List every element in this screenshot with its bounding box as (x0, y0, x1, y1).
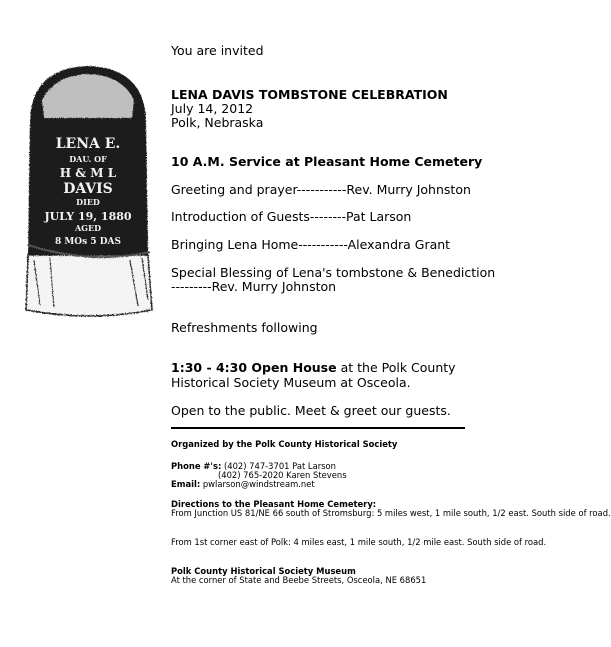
tombstone-line: AGED (74, 223, 102, 233)
museum-heading: Polk County Historical Society Museum (171, 566, 356, 576)
tombstone-line: DIED (76, 197, 100, 207)
directions-route-1: From Junction US 81/NE 66 south of Stromsburg: 5 miles west, 1 mile south, 1/2 east. South side of road. (171, 508, 611, 518)
tombstone-line: DAU. OF (69, 154, 107, 164)
event-place: Polk, Nebraska (171, 115, 264, 130)
directions-heading: Directions to the Pleasant Home Cemetery: (171, 499, 377, 509)
open-house-paragraph (171, 360, 489, 390)
directions-route-2: From 1st corner east of Polk: 4 miles east, 1 mile south, 1/2 mile east. South side of road. (171, 537, 547, 547)
program-item: Introduction of Guests--------Pat Larson (171, 209, 412, 224)
tombstone-line: JULY 19, 1880 (44, 210, 132, 223)
refreshments-note: Refreshments following (171, 320, 318, 335)
phone-number-2: (402) 765-2020 Karen Stevens (218, 470, 347, 480)
museum-address: At the corner of State and Beebe Streets, Osceola, NE 68651 (171, 575, 427, 585)
email-line (171, 479, 315, 490)
phone-label: Phone #'s: (171, 461, 222, 471)
phone-number-1: (402) 747-3701 Pat Larson (221, 461, 336, 471)
organizer-line: Organized by the Polk County Historical Society (171, 439, 398, 449)
email-label: Email: (171, 479, 201, 489)
blessing-line: Special Blessing of Lena's tombstone & Benediction (171, 265, 496, 280)
program-item: Bringing Lena Home-----------Alexandra Grant (171, 237, 451, 252)
open-house-time: 1:30 - 4:30 Open House (171, 360, 337, 375)
public-welcome: Open to the public. Meet & greet our guests. (171, 403, 451, 418)
email-address[interactable]: pwlarson@windstream.net (200, 479, 315, 489)
open-house-location: at the Polk County Historical Society Museum at Osceola. (171, 360, 456, 390)
service-heading: 10 A.M. Service at Pleasant Home Cemetery (171, 154, 483, 169)
divider-rule (171, 427, 465, 429)
you-are-invited: You are invited (171, 43, 264, 58)
tombstone-image (20, 60, 155, 330)
tombstone-line: DAVIS (63, 181, 113, 197)
event-date: July 14, 2012 (171, 101, 254, 116)
program-item: Greeting and prayer-----------Rev. Murry Johnston (171, 182, 471, 197)
tombstone-line: 8 MOs 5 DAS (54, 237, 122, 247)
event-title: LENA DAVIS TOMBSTONE CELEBRATION (171, 87, 448, 102)
tombstone-line: LENA E. (55, 136, 121, 152)
blessing-officiant: ---------Rev. Murry Johnston (171, 279, 337, 294)
tombstone-line: H & M L (59, 166, 117, 180)
